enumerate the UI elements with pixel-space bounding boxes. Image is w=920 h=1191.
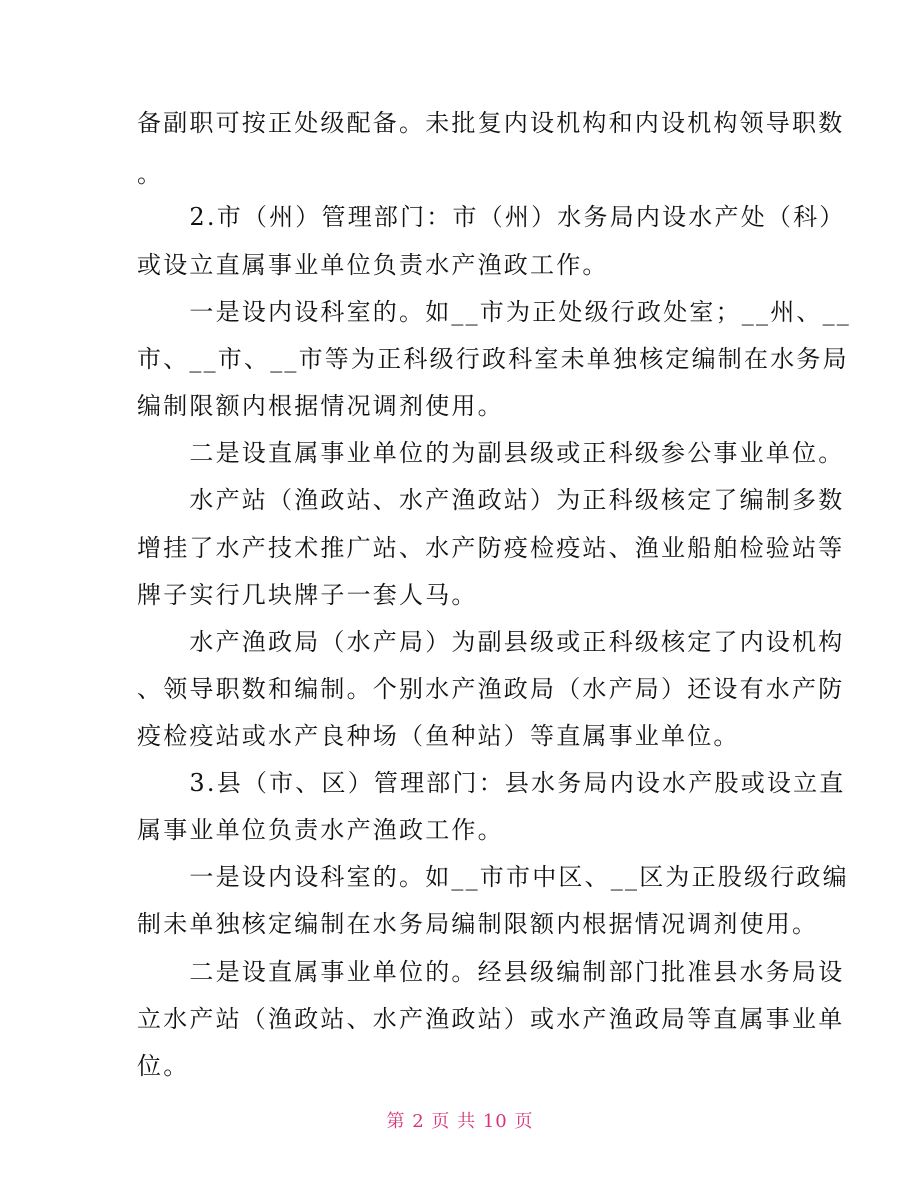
text-line-19: 二是设直属事业单位的。经县级编制部门批准县水务局设 xyxy=(137,958,845,986)
text-line-8: 二是设直属事业单位的为副县级或正科级参公事业单位。 xyxy=(137,439,845,467)
text-line-6: 市、__市、__市等为正科级行政科室未单独核定编制在水务局 xyxy=(137,345,849,373)
text-line-20: 立水产站（渔政站、水产渔政站）或水产渔政局等直属事业单 xyxy=(137,1005,845,1033)
text-line-15: 3.县（市、区）管理部门：县水务局内设水产股或设立直 xyxy=(137,769,846,797)
text-line-11: 牌子实行几块牌子一套人马。 xyxy=(137,581,478,609)
text-line-4: 或设立直属事业单位负责水产渔政工作。 xyxy=(137,251,609,279)
text-line-21: 位。 xyxy=(137,1052,190,1080)
text-line-13: 、领导职数和编制。个别水产渔政局（水产局）还设有水产防 xyxy=(137,675,845,703)
text-line-3: 2.市（州）管理部门：市（州）水务局内设水产处（科） xyxy=(137,203,846,231)
text-line-16: 属事业单位负责水产渔政工作。 xyxy=(137,816,504,844)
text-line-10: 增挂了水产技术推广站、水产防疫检疫站、渔业船舶检验站等 xyxy=(137,534,845,562)
text-line-9: 水产站（渔政站、水产渔政站）为正科级核定了编制多数 xyxy=(137,486,845,514)
text-line-1: 备副职可按正处级配备。未批复内设机构和内设机构领导职数 xyxy=(137,109,845,137)
text-line-7: 编制限额内根据情况调剂使用。 xyxy=(137,392,504,420)
text-line-12: 水产渔政局（水产局）为副县级或正科级核定了内设机构 xyxy=(137,628,845,656)
text-line-5: 一是设内设科室的。如__市为正处级行政处室；__州、__ xyxy=(137,298,851,326)
page-number-footer: 第 2 页 共 10 页 xyxy=(386,1111,534,1132)
text-line-17: 一是设内设科室的。如__市市中区、__区为正股级行政编 xyxy=(137,863,849,891)
text-line-14: 疫检疫站或水产良种场（鱼种站）等直属事业单位。 xyxy=(137,722,740,750)
text-line-18: 制未单独核定编制在水务局编制限额内根据情况调剂使用。 xyxy=(137,910,819,938)
text-line-2: 。 xyxy=(137,160,164,188)
